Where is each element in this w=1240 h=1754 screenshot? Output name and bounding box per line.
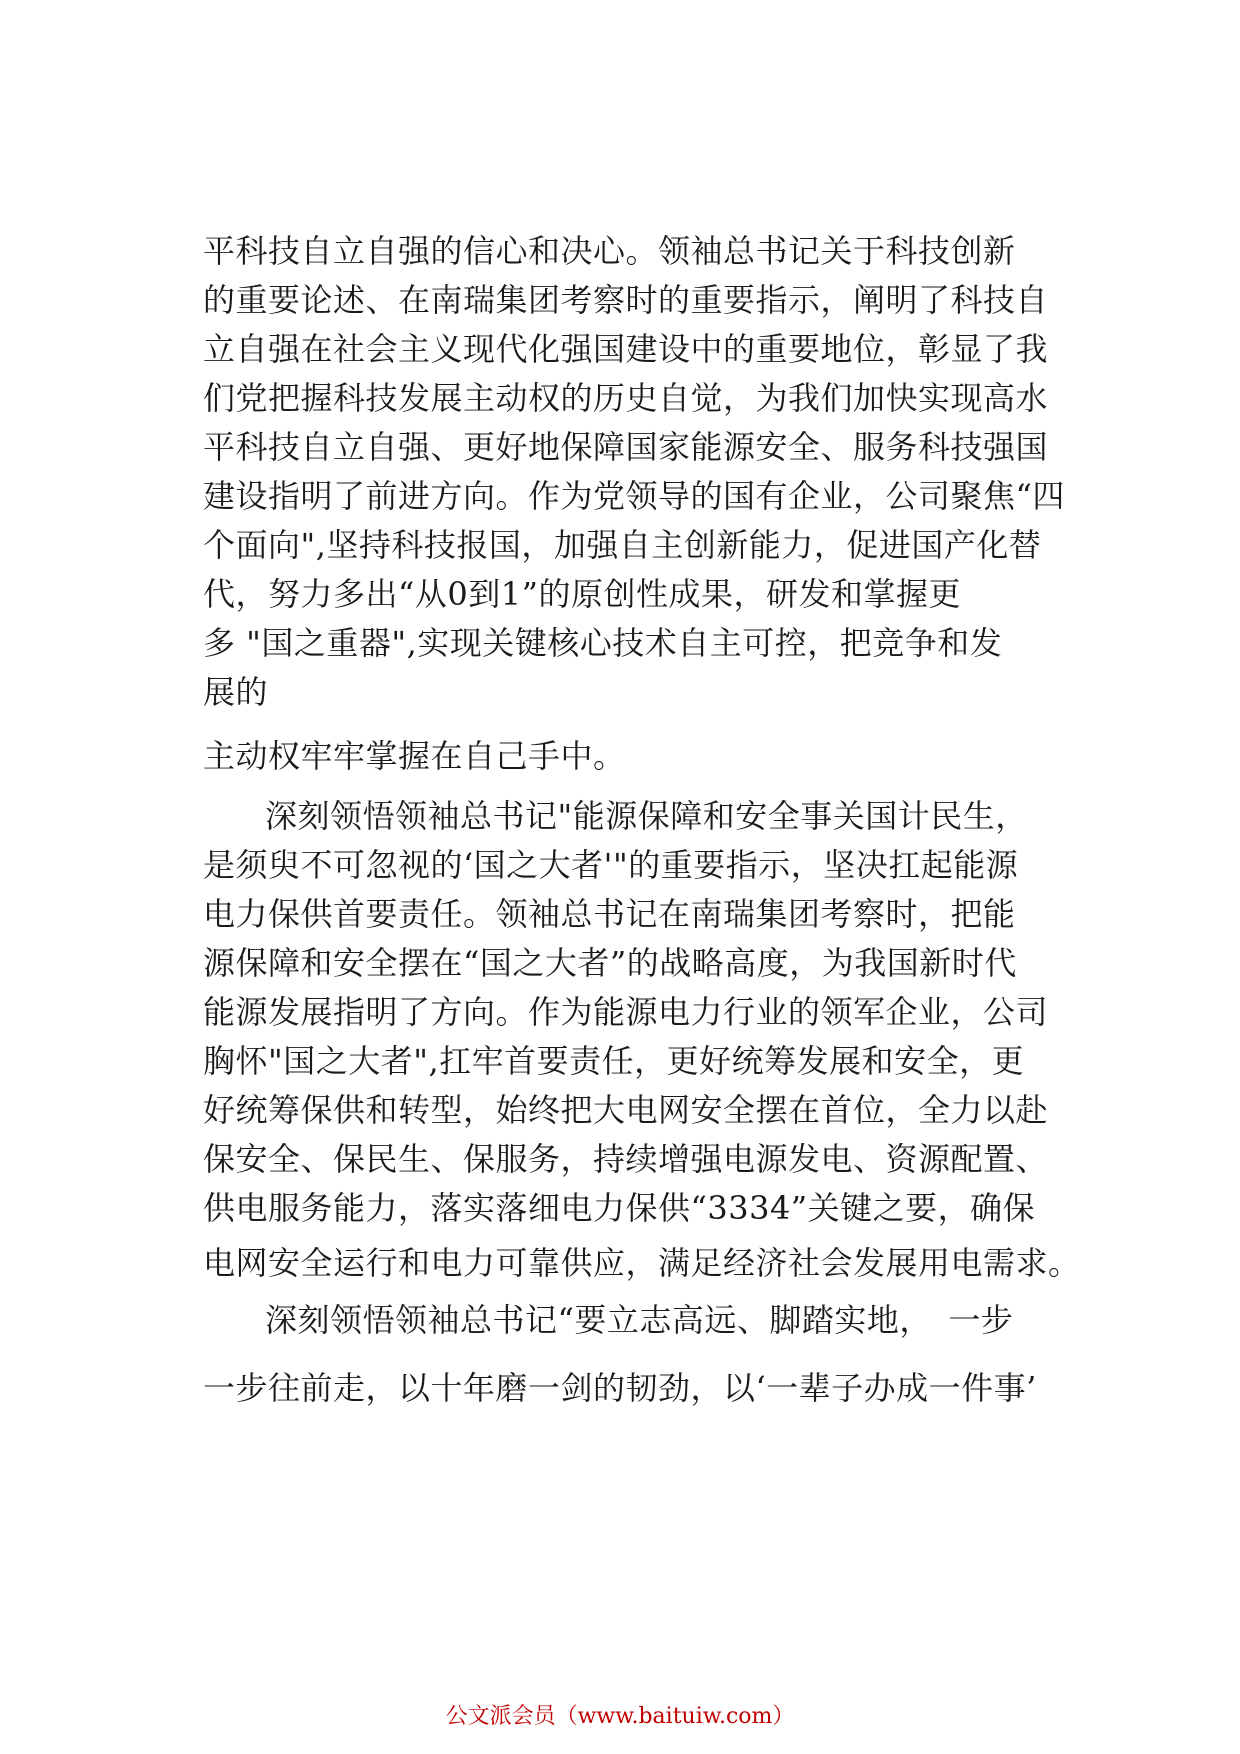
paragraph-line: 立自强在社会主义现代化强国建设中的重要地位，彰显了我 <box>203 330 1049 368</box>
paragraph-line: 平科技自立自强、更好地保障国家能源安全、服务科技强国 <box>203 428 1049 466</box>
paragraph-first-line: 深刻领悟领袖总书记“要立志高远、脚踏实地， 一步 <box>265 1301 1014 1339</box>
paragraph-line: 建设指明了前进方向。作为党领导的国有企业，公司聚焦“四 <box>203 477 1065 515</box>
paragraph-line: 能源发展指明了方向。作为能源电力行业的领军企业，公司 <box>203 993 1049 1031</box>
paragraph-first-line: 深刻领悟领袖总书记"能源保障和安全事关国计民生， <box>265 797 1028 835</box>
paragraph-line: 保安全、保民生、保服务，持续增强电源发电、资源配置、 <box>203 1140 1049 1178</box>
paragraph-line: 供电服务能力，落实落细电力保供“3334”关键之要，确保 <box>203 1189 1036 1227</box>
paragraph-line: 们党把握科技发展主动权的历史自觉，为我们加快实现高水 <box>203 379 1049 417</box>
paragraph-line: 电力保供首要责任。领袖总书记在南瑞集团考察时，把能 <box>203 895 1016 933</box>
paragraph-line: 个面向",坚持科技报国，加强自主创新能力，促进国产化替 <box>203 526 1042 564</box>
paragraph-line: 好统筹保供和转型，始终把大电网安全摆在首位，全力以赴 <box>203 1091 1049 1129</box>
paragraph-line: 电网安全运行和电力可靠供应，满足经济社会发展用电需求。 <box>203 1244 1081 1282</box>
paragraph-line: 的重要论述、在南瑞集团考察时的重要指示，阐明了科技自 <box>203 281 1049 319</box>
footer-watermark: 公文派会员（www.baituiw.com） <box>445 1704 795 1729</box>
paragraph-line: 源保障和安全摆在“国之大者”的战略高度，为我国新时代 <box>203 944 1017 982</box>
paragraph-line: 展的 <box>203 673 269 711</box>
paragraph-line: 多 "国之重器",实现关键核心技术自主可控，把竞争和发 <box>203 624 1003 662</box>
paragraph-line: 胸怀"国之大者",扛牢首要责任，更好统筹发展和安全，更 <box>203 1042 1025 1080</box>
paragraph-line: 主动权牢牢掌握在自己手中。 <box>203 737 626 775</box>
paragraph-line: 一步往前走，以十年磨一剑的韧劲，以‘一辈子办成一件事’ <box>203 1369 1037 1407</box>
paragraph-line: 代，努力多出“从0到1”的原创性成果，研发和掌握更 <box>203 575 961 613</box>
paragraph-line: 平科技自立自强的信心和决心。领袖总书记关于科技创新 <box>203 232 1016 270</box>
paragraph-line: 是须臾不可忽视的‘国之大者'"的重要指示，坚决扛起能源 <box>203 846 1019 884</box>
